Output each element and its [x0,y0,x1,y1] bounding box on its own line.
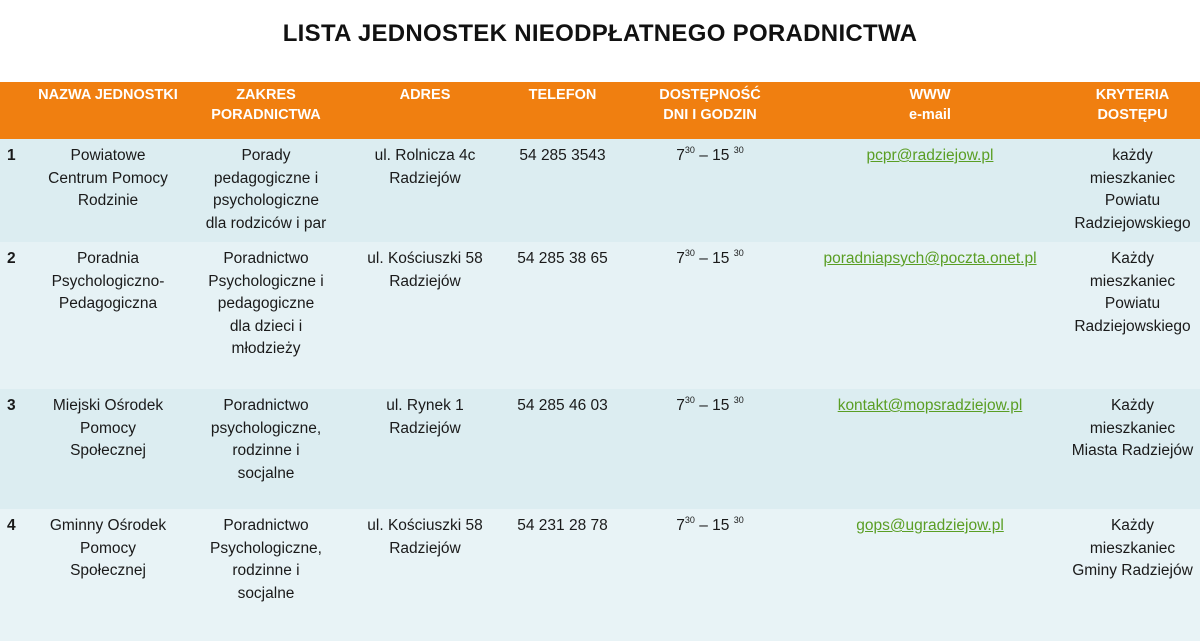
unit-name-line: Pedagogiczna [58,295,158,312]
counseling-scope-line: socjalne [237,584,295,602]
hours-to: 15 [712,250,734,267]
access-criteria-line: mieszkaniec [1089,169,1176,187]
address [350,509,500,641]
hours-from-minutes: 30 [684,248,695,258]
hours-separator: – [694,250,713,267]
counseling-scope-line: Poradnictwo [223,397,309,414]
address [350,389,500,509]
unit-name-line: Rodzinie [77,192,139,209]
hours-to-minutes: 30 [733,395,744,405]
email-cell [795,389,1065,509]
access-criteria [1065,389,1200,509]
counseling-scope-line: Poradnictwo [223,517,309,534]
unit-name-line: Pomocy [80,419,136,437]
hours-from-minutes: 30 [684,395,695,405]
header-availability-line: DNI I GODZIN [663,107,757,123]
email-cell [795,509,1065,641]
hours-from: 7 [676,397,685,414]
address-line: Radziejów [389,539,461,557]
access-criteria-line: Powiatu [1104,295,1161,312]
unit-name-line: Powiatowe [70,147,146,164]
hours-to-minutes: 30 [733,515,744,525]
header-address-line: ADRES [399,87,451,103]
table-row [0,139,1200,242]
hours-to-minutes: 30 [733,248,744,258]
counseling-scope [182,242,350,389]
header-phone [500,82,625,139]
access-criteria-line: każdy [1112,147,1153,164]
phone: 54 285 3543 [519,147,606,164]
header-row [0,82,1200,139]
header-name-line: NAZWA JEDNOSTKI [38,87,178,103]
address-line: Radziejów [389,419,461,437]
table-row [0,389,1200,509]
header-address [350,82,500,139]
hours-from-minutes: 30 [684,145,695,155]
address [350,242,500,389]
counseling-scope-line: psychologiczne [213,192,319,209]
hours-from-minutes: 30 [684,515,695,525]
hours-to: 15 [712,397,734,414]
row-number: 3 [7,397,16,414]
email-link[interactable]: gops@ugradziejow.pl [856,517,1004,534]
counseling-scope-line: Psychologiczne i [208,272,324,290]
phone: 54 285 38 65 [517,250,608,267]
access-criteria [1065,242,1200,389]
address-line: ul. Kościuszki 58 [367,250,483,267]
counseling-scope-line: dla dzieci i [229,317,303,335]
access-criteria-line: mieszkaniec [1089,539,1176,557]
header-availability-line: DOSTĘPNOŚĆ [659,87,761,103]
counseling-scope-line: dla rodziców i par [205,214,327,232]
phone: 54 285 46 03 [517,397,608,414]
address-line: ul. Kościuszki 58 [367,517,483,534]
email-link[interactable]: poradniapsych@poczta.onet.pl [823,250,1037,267]
counseling-scope-line: Psychologiczne, [209,539,322,557]
counseling-scope-line: Porady [241,147,291,164]
email-cell [795,242,1065,389]
unit-name-line: Społecznej [70,442,146,459]
header-www-line: e-mail [909,107,951,123]
access-criteria-line: Miasta Radziejów [1071,442,1194,459]
hours-separator: – [694,397,713,414]
unit-name-line: Pomocy [80,539,136,557]
counseling-scope-line: socjalne [237,464,295,482]
counseling-scope [182,389,350,509]
access-criteria-line: Każdy [1110,397,1155,414]
address-line: Radziejów [389,272,461,290]
access-criteria [1065,509,1200,641]
access-criteria-line: mieszkaniec [1089,272,1176,290]
header-name [34,82,182,139]
hours-to-minutes: 30 [733,145,744,155]
hours-from: 7 [676,517,685,534]
unit-name-line: Gminny Ośrodek [49,517,167,534]
opening-hours [625,509,795,641]
page-title: LISTA JEDNOSTEK NIEODPŁATNEGO PORADNICTWA [282,20,918,47]
access-criteria-line: Powiatu [1104,192,1161,209]
access-criteria-line: mieszkaniec [1089,419,1176,437]
address-line: ul. Rynek 1 [386,397,464,414]
access-criteria-line: Radziejowskiego [1074,214,1191,232]
email-link[interactable]: kontakt@mopsradziejow.pl [837,397,1023,414]
table-body [0,139,1200,641]
counseling-scope-line: pedagogiczne [217,295,315,312]
hours-to: 15 [712,147,734,164]
unit-name [34,509,182,641]
opening-hours [625,139,795,242]
row-number: 1 [7,147,16,164]
table-row [0,509,1200,641]
counseling-units-table [0,82,1200,641]
phone: 54 231 28 78 [517,517,608,534]
unit-name-line: Społecznej [70,562,146,579]
counseling-scope [182,509,350,641]
hours-from: 7 [676,147,685,164]
table-row [0,242,1200,389]
email-link[interactable]: pcpr@radziejow.pl [866,147,994,164]
unit-name [34,139,182,242]
address-line: Radziejów [389,169,461,187]
counseling-scope-line: pedagogiczne i [213,169,319,187]
table-header [0,82,1200,139]
hours-to: 15 [712,517,734,534]
header-scope-line: PORADNICTWA [211,107,321,123]
header-www [795,82,1065,139]
header-criteria-line: KRYTERIA [1095,87,1170,103]
unit-name [34,389,182,509]
header-availability [625,82,795,139]
access-criteria-line: Gminy Radziejów [1072,562,1193,579]
unit-name-line: Miejski Ośrodek [52,397,164,414]
opening-hours [625,389,795,509]
unit-name [34,242,182,389]
header-www-line: WWW [909,87,951,103]
access-criteria-line: Każdy [1110,517,1155,534]
header-phone-line: TELEFON [528,87,597,103]
counseling-scope-line: rodzinne i [232,442,300,459]
header-criteria-line: DOSTĘPU [1097,107,1168,123]
counseling-scope-line: psychologiczne, [210,419,322,437]
access-criteria-line: Każdy [1110,250,1155,267]
hours-separator: – [694,517,713,534]
counseling-scope [182,139,350,242]
unit-name-line: Centrum Pomocy [48,169,168,187]
address-line: ul. Rolnicza 4c [374,147,476,164]
header-scope-line: ZAKRES [236,87,296,103]
counseling-scope-line: rodzinne i [232,562,300,579]
access-criteria-line: Radziejowskiego [1074,317,1191,335]
header-num [0,82,34,139]
address [350,139,500,242]
opening-hours [625,242,795,389]
header-scope [182,82,350,139]
header-criteria [1065,82,1200,139]
email-cell [795,139,1065,242]
row-number: 4 [7,517,16,534]
unit-name-line: Psychologiczno- [51,272,165,290]
counseling-scope-line: młodzieży [231,340,301,357]
row-number: 2 [7,250,16,267]
counseling-scope-line: Poradnictwo [223,250,309,267]
hours-separator: – [694,147,713,164]
access-criteria [1065,139,1200,242]
hours-from: 7 [676,250,685,267]
unit-name-line: Poradnia [76,250,140,267]
